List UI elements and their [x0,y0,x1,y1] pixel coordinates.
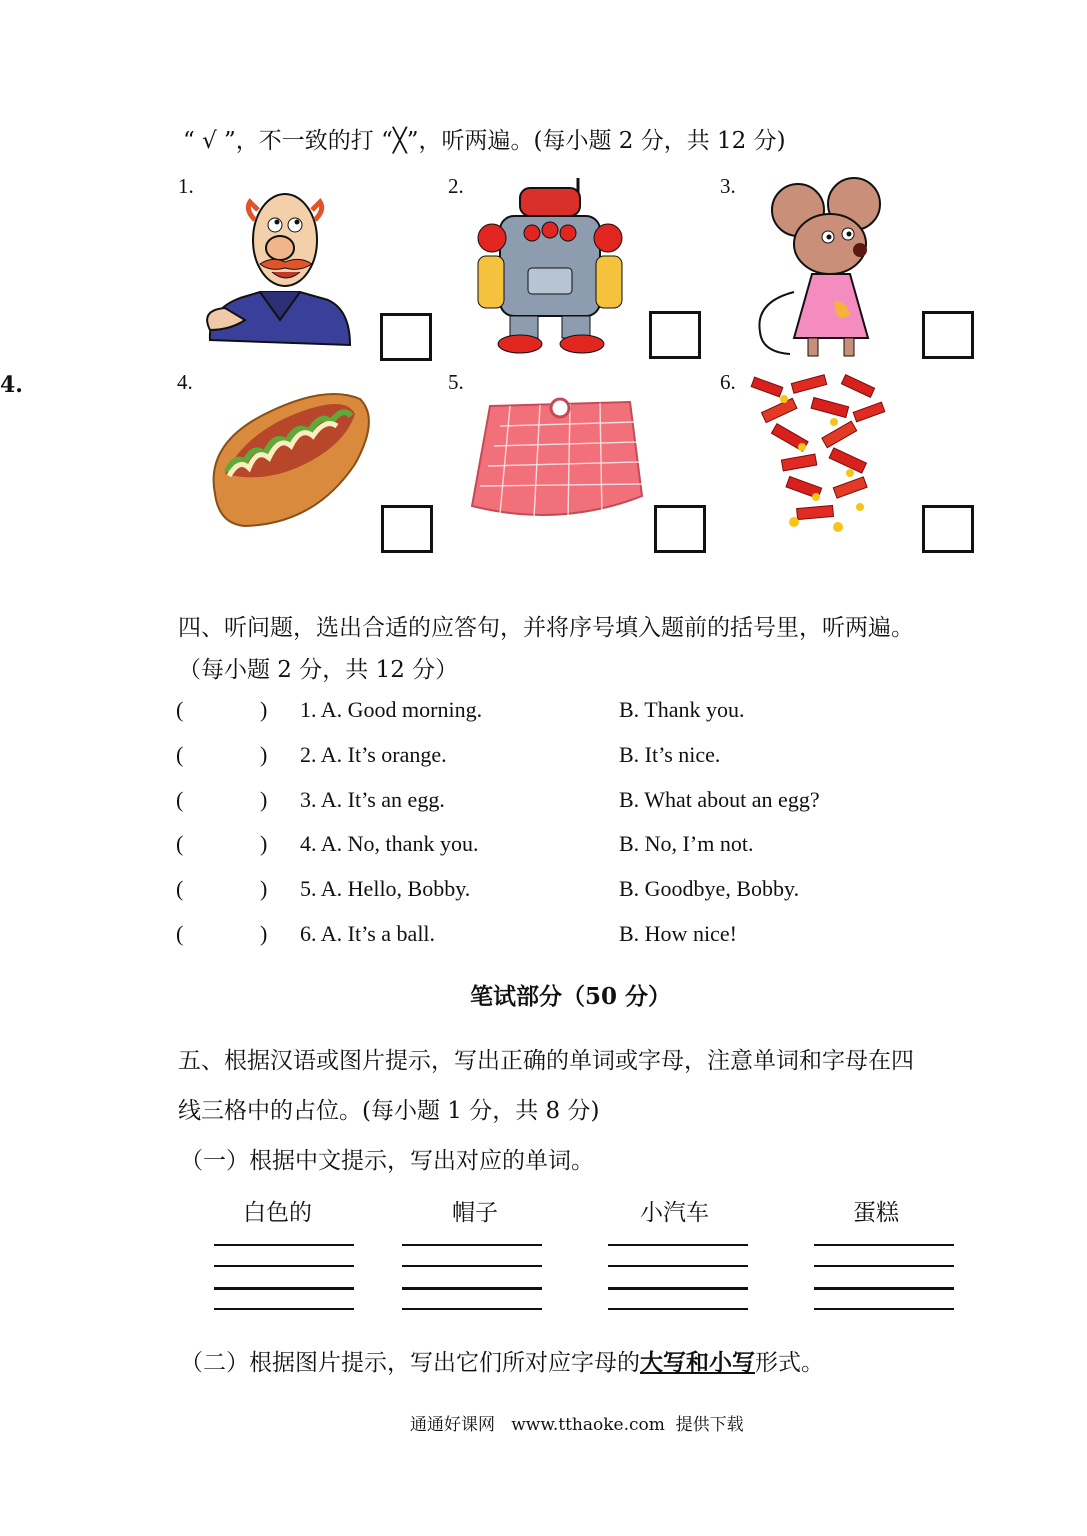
paren-close: ) [260,876,268,901]
item-number: 1. [178,174,194,198]
paren-open: ( [176,831,184,856]
paren-close: ) [260,831,268,856]
mouse-icon [750,182,900,362]
option-a: 3. A. It’s an egg. [300,787,445,812]
paren-close: ) [260,921,268,946]
option-a: 1. A. Good morning. [300,697,483,722]
option-b: B. Goodbye, Bobby. [619,876,800,901]
question-row [176,787,876,817]
question-row [176,831,876,861]
paren-open: ( [176,697,184,722]
answer-box-6[interactable] [922,505,974,553]
hotdog-icon [205,384,375,532]
paren-open: ( [176,921,184,946]
answer-blank[interactable] [196,831,256,857]
writing-lines-2[interactable] [402,1244,542,1314]
word-prompt: 小汽车 [640,1200,709,1226]
man-icon [200,180,360,350]
answer-box-2[interactable] [649,311,701,359]
item-number: 4. [177,370,193,394]
option-a: 6. A. It’s a ball. [300,921,436,946]
answer-blank[interactable] [196,876,256,902]
answer-blank[interactable] [196,787,256,813]
writing-lines-3[interactable] [608,1244,748,1314]
skirt-icon [470,396,645,524]
section3-instruction: “ √ ”，不一致的打 “╳”，听两遍。(每小题 2 分，共 12 分) [183,128,786,154]
question-row [176,921,876,951]
part2-text-end: 形式。 [755,1350,824,1376]
item-number: 3. [720,174,736,198]
section5-part1: （一）根据中文提示，写出对应的单词。 [180,1148,594,1174]
section5-title-line1: 五、根据汉语或图片提示，写出正确的单词或字母，注意单词和字母在四 [178,1048,914,1074]
paren-open: ( [176,742,184,767]
margin-mark: 4. [0,372,23,398]
paren-close: ) [260,787,268,812]
option-a: 5. A. Hello, Bobby. [300,876,471,901]
robot-icon [470,178,630,356]
paren-open: ( [176,787,184,812]
option-a: 2. A. It’s orange. [300,742,447,767]
section5-part2 [180,1344,824,1377]
paren-close: ) [260,697,268,722]
option-b: B. It’s nice. [619,742,721,767]
word-prompt: 帽子 [452,1200,498,1226]
question-row [176,697,876,727]
question-row [176,742,876,772]
option-b: B. How nice! [619,921,737,946]
section4-points: （每小题 2 分，共 12 分） [178,657,459,683]
option-b: B. No, I’m not. [619,831,754,856]
item-number: 6. [720,370,736,394]
part2-text: （二）根据图片提示，写出它们所对应字母的 [180,1350,640,1376]
answer-box-3[interactable] [922,311,974,359]
section5-title-line2: 线三格中的占位。(每小题 1 分，共 8 分) [178,1098,600,1124]
answer-blank[interactable] [196,921,256,947]
part2-emphasis: 大写和小写 [640,1349,755,1376]
writing-lines-1[interactable] [214,1244,354,1314]
footer: 通通好课网 www.tthaoke.com 提供下载 [410,1415,744,1435]
answer-box-4[interactable] [381,505,433,553]
item-number: 2. [448,174,464,198]
answer-box-1[interactable] [380,313,432,361]
firecrackers-icon [742,377,897,542]
answer-blank[interactable] [196,742,256,768]
paren-close: ) [260,742,268,767]
item-number: 5. [448,370,464,394]
written-heading: 笔试部分（50 分） [470,983,672,1010]
writing-lines-4[interactable] [814,1244,954,1314]
option-a: 4. A. No, thank you. [300,831,479,856]
option-b: B. Thank you. [619,697,745,722]
word-prompt: 白色的 [243,1200,312,1226]
question-row [176,876,876,906]
answer-box-5[interactable] [654,505,706,553]
answer-blank[interactable] [196,697,256,723]
word-prompt: 蛋糕 [853,1200,899,1226]
section4-title: 四、听问题，选出合适的应答句，并将序号填入题前的括号里，听两遍。 [178,615,914,641]
option-b: B. What about an egg? [619,787,820,812]
paren-open: ( [176,876,184,901]
